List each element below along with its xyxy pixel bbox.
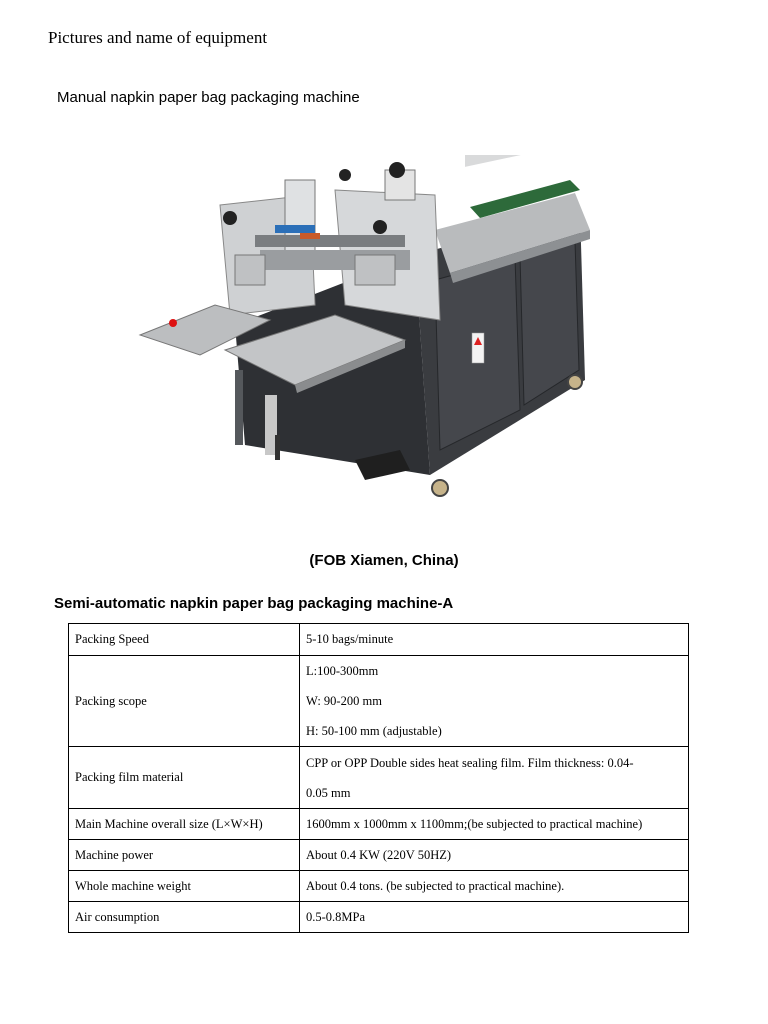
spec-value: 1600mm x 1000mm x 1100mm;(be subjected to practical machine) xyxy=(300,809,689,840)
spec-value-line: 0.05 mm xyxy=(306,785,351,800)
spec-value: About 0.4 KW (220V 50HZ) xyxy=(300,840,689,871)
spec-label: Machine power xyxy=(69,840,300,871)
spec-label: Packing film material xyxy=(69,747,300,809)
table-row xyxy=(69,809,689,840)
spec-label: Main Machine overall size (L×W×H) xyxy=(69,809,300,840)
table-row xyxy=(69,902,689,933)
page-heading: Pictures and name of equipment xyxy=(48,28,268,47)
spec-label: Packing scope xyxy=(69,656,300,747)
machine-photo xyxy=(135,155,595,505)
spec-value xyxy=(300,656,689,747)
table-row xyxy=(69,656,689,747)
spec-value: About 0.4 tons. (be subjected to practical machine). xyxy=(300,871,689,902)
spec-value xyxy=(300,747,689,809)
table-row xyxy=(69,840,689,871)
spec-value: 5-10 bags/minute xyxy=(300,624,689,656)
spec-table xyxy=(68,623,689,933)
spec-label: Air consumption xyxy=(69,902,300,933)
spec-value-line: L:100-300mm xyxy=(306,664,379,678)
machine-name: Manual napkin paper bag packaging machine xyxy=(57,89,360,106)
table-row xyxy=(69,624,689,656)
table-title: Semi-automatic napkin paper bag packaging machine-A xyxy=(54,595,454,612)
spec-value-line: W: 90-200 mm xyxy=(306,694,382,708)
spec-value: 0.5-0.8MPa xyxy=(300,902,689,933)
table-row xyxy=(69,747,689,809)
spec-value-line: CPP or OPP Double sides heat sealing film. Film thickness: 0.04- xyxy=(306,755,634,770)
spec-label: Packing Speed xyxy=(69,624,300,656)
fob-note: (FOB Xiamen, China) xyxy=(309,552,459,569)
spec-value-line: H: 50-100 mm (adjustable) xyxy=(306,724,442,738)
table-row xyxy=(69,871,689,902)
spec-label: Whole machine weight xyxy=(69,871,300,902)
